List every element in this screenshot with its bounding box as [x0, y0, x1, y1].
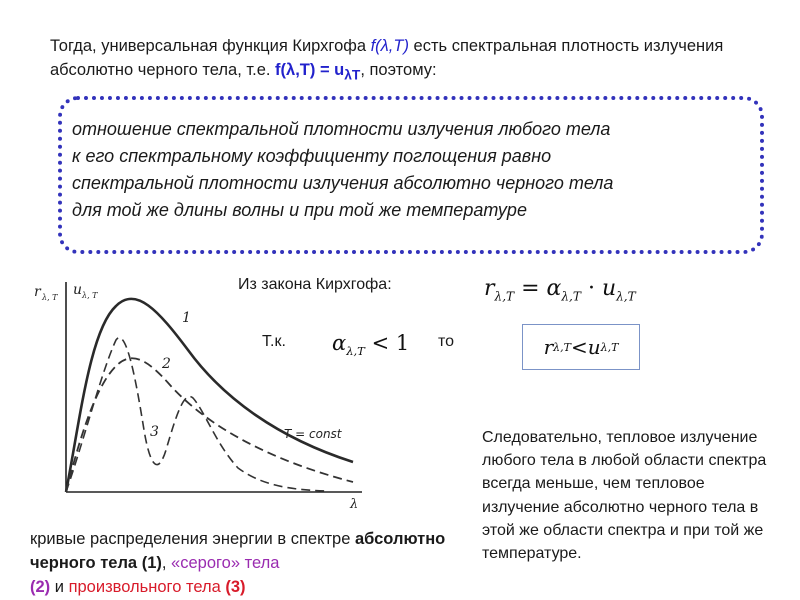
curve-1-black-body — [66, 299, 353, 492]
curve-label-3: 3 — [150, 424, 159, 440]
kirchhoff-law-label: Из закона Кирхгофа: — [238, 276, 392, 293]
absorption-condition-formula: $\alpha_{\lambda,T} < 1$ — [332, 331, 410, 359]
plot-svg — [28, 270, 368, 518]
temperature-constant-label: T = const — [284, 427, 342, 441]
y-label-u: u — [73, 282, 83, 298]
curve-label-1: 1 — [182, 310, 191, 326]
kirchhoff-formula: $r_{\lambda,T} = \alpha_{\lambda,T} \cdot u_{\lambda,T}$ — [484, 276, 636, 304]
energy-distribution-plot — [28, 270, 368, 518]
curve-label-2: 2 — [162, 356, 171, 372]
statement-line: отношение спектральной плотности излучения любого тела — [72, 119, 611, 139]
then-label: то — [438, 333, 455, 350]
result-formula-box: r λ,T < u λ,T — [522, 324, 640, 370]
x-label-lambda: λ — [350, 497, 359, 512]
statement-line: спектральной плотности излучения абсолютно черного тела — [72, 173, 614, 193]
y-label-r: r — [34, 284, 41, 300]
conclusion-text: Следовательно, тепловое излучение любого тела в любой области спектра всегда меньше, чем тепловое излучение абсолютно черного тела в этой же области спектра и при той же температуре. — [482, 429, 767, 563]
equality-lhs: f(λ,T) = u — [275, 61, 345, 79]
statement-line: для той же длины волны и при той же температуре — [72, 200, 527, 220]
equality-subscript: λT — [344, 67, 361, 83]
kirchhoff-function-symbol: f(λ,T) — [370, 37, 409, 55]
y-label-r-subscript: λ, T — [42, 293, 58, 302]
y-label-u-subscript: λ, T — [82, 291, 98, 300]
plot-caption: кривые распределения энергии в спектре абсолютно черного тела (1), «серого» тела (2) и произвольного тела (3) — [30, 530, 446, 596]
statement-text — [72, 116, 762, 224]
intro-text: Тогда, универсальная функция Кирхгофа f(λ,T) есть спектральная плотность излучения абсолютно черного тела, т.е. $f(\lambda,T) = u_{\lambda T}$, поэтому: — [50, 37, 724, 83]
since-label: Т.к. — [262, 333, 286, 350]
statement-line: к его спектральному коэффициенту поглощения равно — [72, 146, 552, 166]
